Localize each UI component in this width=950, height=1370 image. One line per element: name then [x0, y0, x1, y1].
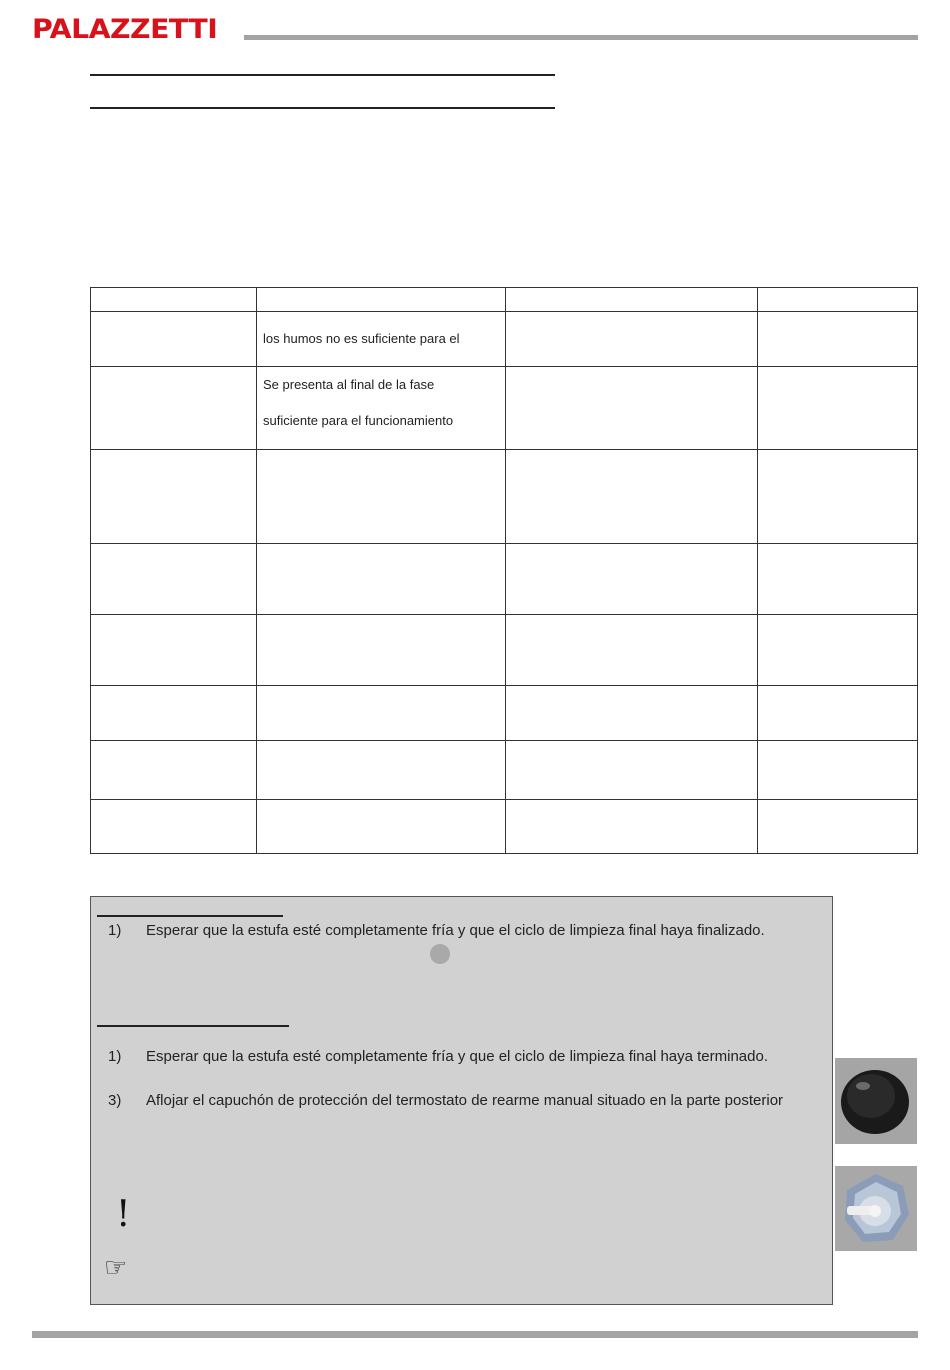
section-heading-rule — [97, 1025, 289, 1027]
palazzetti-logo: PALAZZETTI — [32, 14, 218, 45]
thermostat-reset-button-photo — [835, 1166, 917, 1251]
table-row — [91, 450, 918, 544]
table-row — [91, 741, 918, 800]
title-underline-top — [90, 74, 555, 76]
header-rule — [244, 35, 918, 40]
pointing-hand-icon: ☞ — [104, 1252, 128, 1282]
table-cell — [257, 312, 506, 367]
table-cell — [758, 686, 918, 741]
step-number: 1) — [108, 922, 122, 939]
table-cell — [758, 615, 918, 686]
table-row — [91, 367, 918, 450]
table-cell — [257, 450, 506, 544]
table-header-cell — [506, 288, 758, 312]
table-row — [91, 686, 918, 741]
table-cell — [506, 312, 758, 367]
table-cell — [758, 312, 918, 367]
table-cell — [91, 450, 257, 544]
table-header-cell — [257, 288, 506, 312]
step-number: 3) — [108, 1092, 122, 1109]
table-cell — [506, 741, 758, 800]
table-cell — [506, 800, 758, 854]
step-text: Esperar que la estufa esté completamente fría y que el ciclo de limpieza final haya terminado. — [146, 1048, 769, 1065]
table-cell — [506, 450, 758, 544]
footer-rule — [32, 1331, 918, 1338]
step-text: Aflojar el capuchón de protección del termostato de rearme manual situado en la parte posterior — [146, 1092, 784, 1109]
table-header-row — [91, 288, 918, 312]
table-cell — [91, 544, 257, 615]
table-cell — [91, 367, 257, 450]
table-cell — [257, 615, 506, 686]
table-cell — [257, 800, 506, 854]
table-header-cell — [91, 288, 257, 312]
table-cell — [506, 544, 758, 615]
table-cell — [758, 544, 918, 615]
table-row — [91, 544, 918, 615]
table-cell — [91, 312, 257, 367]
bullet-dot — [430, 944, 450, 964]
table-cell — [257, 741, 506, 800]
table-cell — [758, 450, 918, 544]
cause-text: los humos no es suficiente para el — [263, 331, 460, 346]
table-cell — [758, 800, 918, 854]
table-cell — [257, 367, 506, 450]
table-row — [91, 800, 918, 854]
step-number: 1) — [108, 1048, 122, 1065]
step-text: Esperar que la estufa esté completamente fría y que el ciclo de limpieza final haya finalizado. — [146, 922, 765, 939]
table-cell — [506, 367, 758, 450]
table-row — [91, 615, 918, 686]
warning-icon: ! — [116, 1194, 131, 1235]
title-underline-bottom — [90, 107, 555, 109]
table-cell — [758, 741, 918, 800]
cause-text: Se presenta al final de la fase suficiente para el funcionamiento — [263, 377, 454, 428]
thermostat-cap-photo — [835, 1058, 917, 1144]
troubleshooting-table — [90, 287, 918, 854]
table-cell — [91, 741, 257, 800]
table-cell — [91, 615, 257, 686]
table-cell — [257, 544, 506, 615]
table-cell — [91, 800, 257, 854]
section-heading-rule — [97, 915, 283, 917]
table-row — [91, 312, 918, 367]
table-cell — [91, 686, 257, 741]
instruction-panel — [90, 896, 833, 1305]
table-cell — [257, 686, 506, 741]
table-header-cell — [758, 288, 918, 312]
table-cell — [758, 367, 918, 450]
table-cell — [506, 615, 758, 686]
table-cell — [506, 686, 758, 741]
